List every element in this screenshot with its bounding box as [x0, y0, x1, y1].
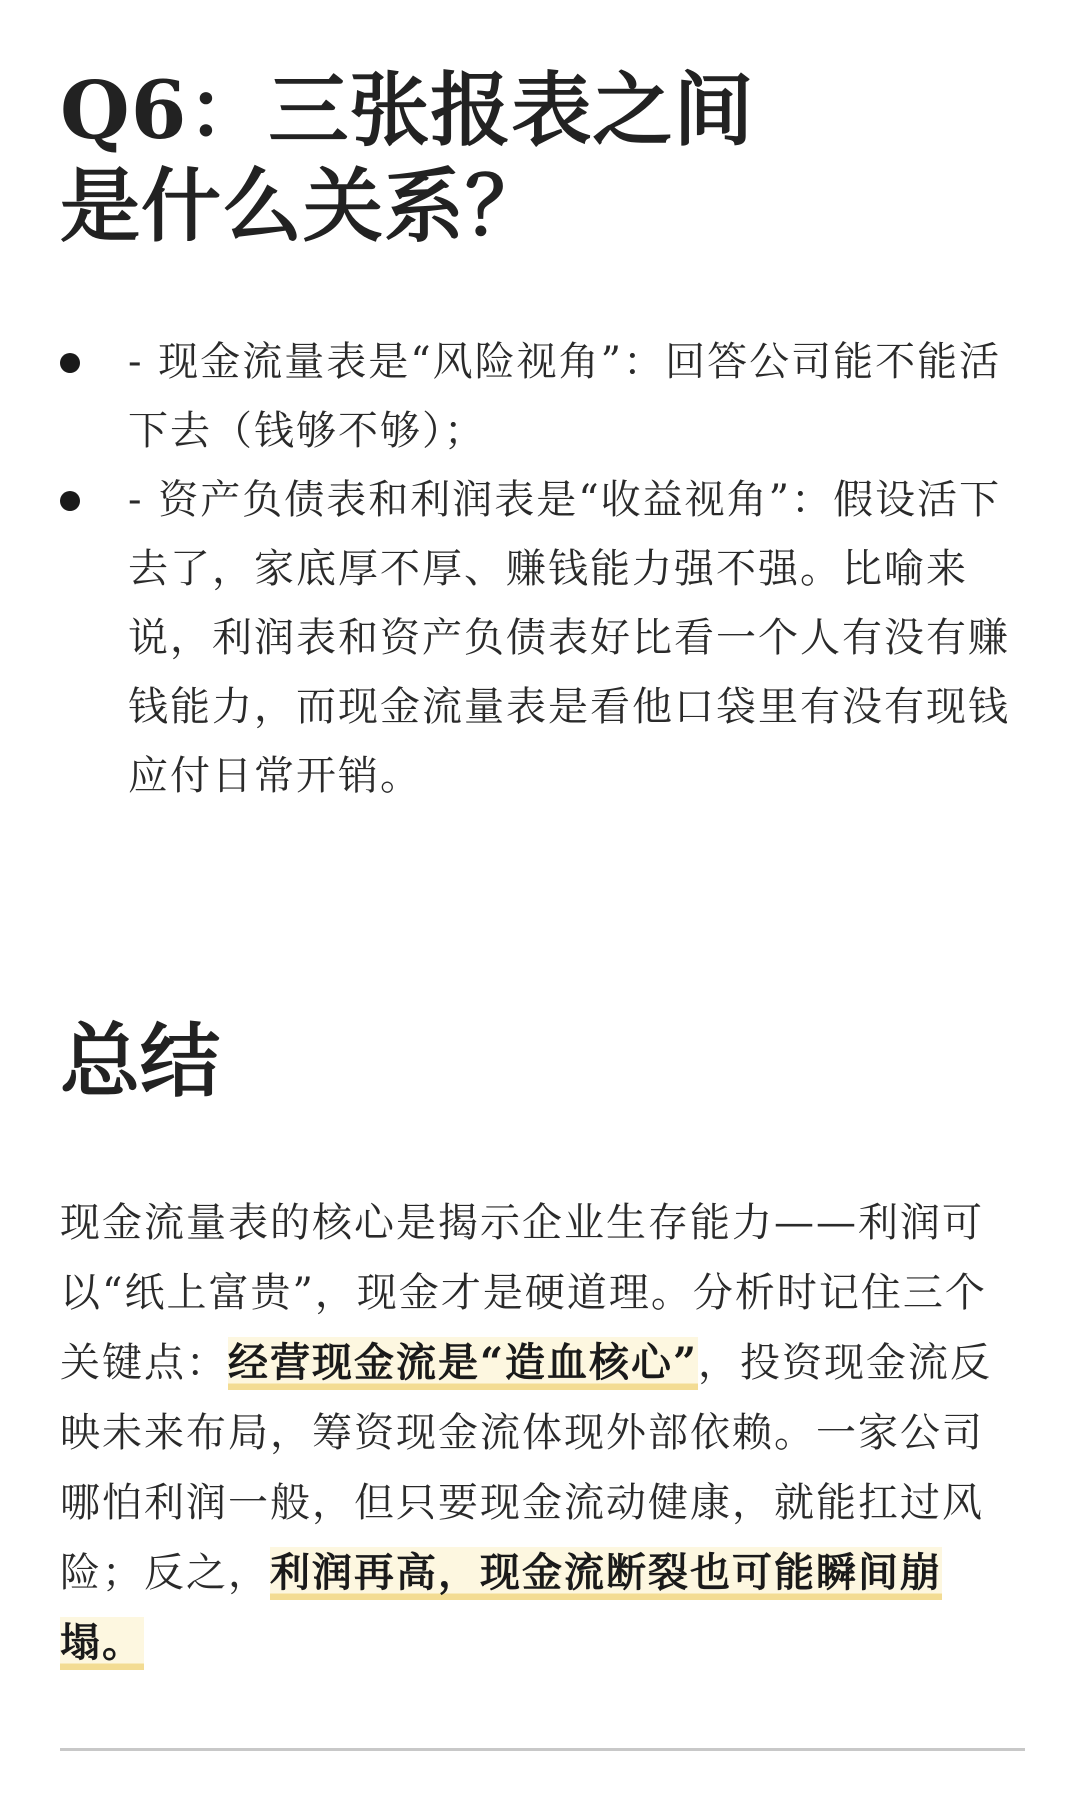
bullet-list	[60, 328, 1025, 811]
section-title	[60, 62, 1025, 254]
summary-text-part-2: ，投资现金流反映未来布局，筹资现金流体现外部依赖。一家公司哪怕利润一般，但只要现金流动健康，就能扛过风险；反之，	[60, 1340, 993, 1596]
summary-highlight-2: 利润再高，现金流断裂也可能瞬间崩塌。	[60, 1547, 942, 1670]
bullet-item-balance-income	[60, 466, 1025, 811]
bullet-dot-icon	[60, 491, 80, 511]
bullet-text: - 资产负债表和利润表是“收益视角”：假设活下去了，家底厚不厚、赚钱能力强不强。比喻来说，利润表和资产负债表好比看一个人有没有赚钱能力，而现金流量表是看他口袋里有没有现钱应付日常开销。	[128, 477, 1010, 799]
summary-paragraph	[60, 1188, 1025, 1678]
summary-highlight-1: 经营现金流是“造血核心”	[228, 1337, 698, 1390]
bullet-item-cashflow	[60, 328, 1025, 466]
bullet-text: - 现金流量表是“风险视角”：回答公司能不能活下去（钱够不够）；	[128, 339, 1002, 454]
section-title-line-1: Q6：三张报表之间	[60, 63, 755, 157]
bullet-dot-icon	[60, 353, 80, 373]
bottom-divider	[60, 1748, 1025, 1751]
summary-text-part-1: 现金流量表的核心是揭示企业生存能力——利润可以“纸上富贵”，现金才是硬道理。分析时记住三个关键点：	[60, 1200, 987, 1386]
article-page	[60, 0, 1025, 1800]
section-title-line-2: 是什么关系？	[60, 159, 546, 253]
summary-heading: 总结	[60, 1014, 220, 1108]
